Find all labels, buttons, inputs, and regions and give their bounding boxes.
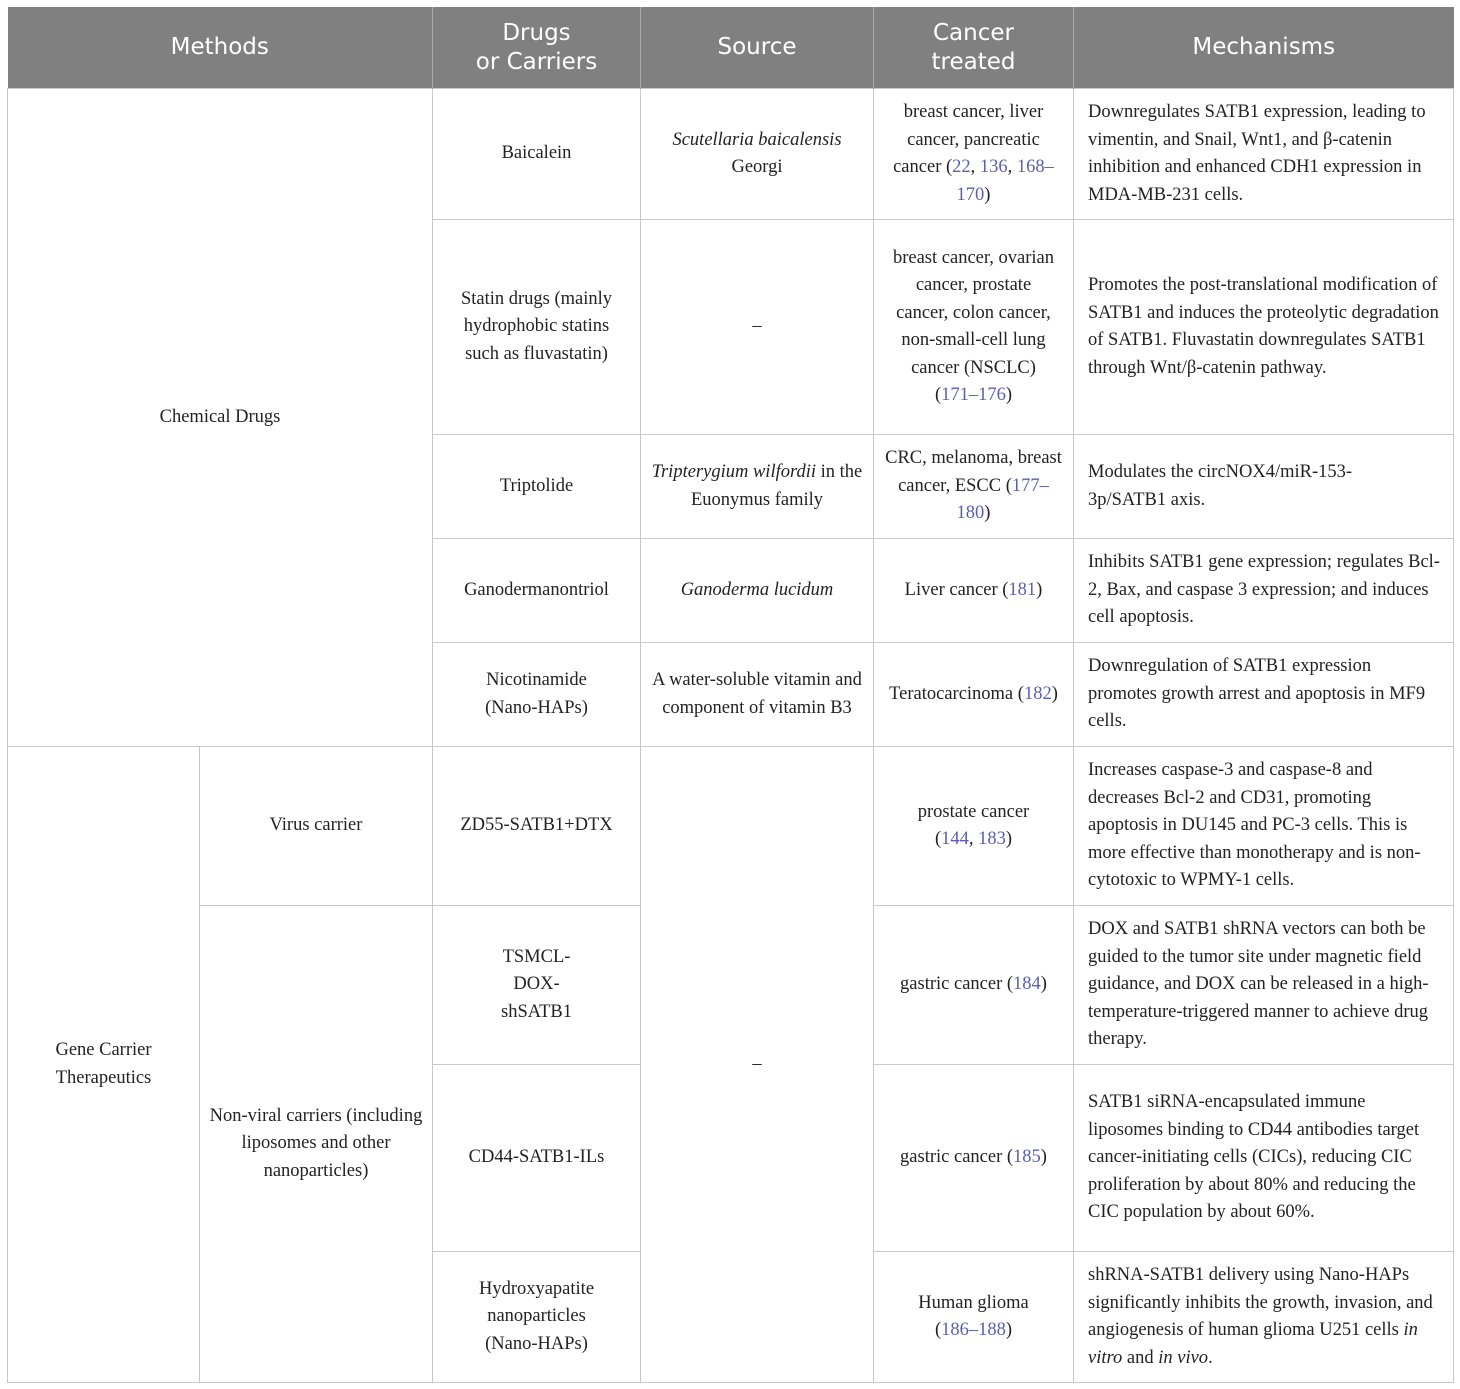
mechanism: Promotes the post-translational modification of SATB1 and induces the proteolytic degradation of SATB1. Fluvastatin downregulates SATB1 through Wnt/β-catenin pathway. [1074, 220, 1454, 435]
source-species: Tripterygium wilfordii [651, 462, 817, 482]
drug-source [641, 435, 874, 539]
method-chemical-drugs: Chemical Drugs [8, 89, 433, 747]
cancer-treated: breast cancer, liver cancer, pancreatic cancer (22, 136, 168–170) [874, 89, 1074, 220]
reference-link[interactable]: 186–188 [941, 1320, 1006, 1340]
carrier-type-non-viral: Non-viral carriers (including liposomes and other nanoparticles) [200, 906, 433, 1383]
mechanism-period: . [1208, 1347, 1213, 1368]
reference-link[interactable]: 181 [1008, 579, 1037, 600]
header-source: Source [641, 7, 874, 89]
drug-name: Baicalein [433, 89, 641, 220]
drug-source: A water-soluble vitamin and component of vitamin B3 [641, 643, 874, 747]
source-species: Scutellaria baicalensis [672, 129, 842, 150]
carrier-type-virus: Virus carrier [200, 747, 433, 906]
drug-name: Nicotinamide (Nano-HAPs) [433, 643, 641, 747]
mechanism [1074, 1252, 1454, 1383]
drug-source: Ganoderma lucidum [641, 539, 874, 643]
mechanism-conjunction: and [1122, 1347, 1159, 1368]
satb1-therapeutics-table [7, 7, 1454, 1383]
drug-source: – [641, 220, 874, 435]
reference-link[interactable]: 22 [952, 157, 971, 177]
reference-link[interactable]: 183 [978, 829, 1006, 849]
drug-name: Triptolide [433, 435, 641, 539]
header-cancer-label: Cancer treated [931, 19, 1016, 75]
cancer-text: breast cancer, liver cancer, pancreatic cancer ( [893, 102, 1044, 177]
cancer-treated: breast cancer, ovarian cancer, prostate cancer, colon cancer, non-small-cell lung cancer (NSCLC) (171–176) [874, 220, 1074, 435]
drug-name: Statin drugs (mainly hydrophobic statins such as fluvastatin) [433, 220, 641, 435]
drug-name: Ganodermanontriol [433, 539, 641, 643]
mechanism-text: shRNA-SATB1 delivery using Nano-HAPs significantly inhibits the growth, invasion, and angiogenesis of human glioma U251 cells [1088, 1265, 1433, 1340]
mechanism-in-vitro: in vitro [1088, 1320, 1418, 1368]
cancer-treated: Liver cancer (181) [874, 539, 1074, 643]
table-row [8, 89, 1454, 220]
cancer-text: Human glioma ( [918, 1292, 1029, 1340]
cancer-text: gastric cancer ( [900, 1147, 1014, 1168]
drug-name: TSMCL-DOX-shSATB1 [433, 906, 641, 1065]
cancer-text: gastric cancer ( [900, 974, 1014, 995]
cancer-treated: prostate cancer (144, 183) [874, 747, 1074, 906]
source-rest: in the Euonymus family [690, 462, 863, 510]
reference-link[interactable]: 168–170 [956, 157, 1054, 205]
cancer-text: Liver cancer ( [904, 579, 1009, 600]
cancer-treated: gastric cancer (185) [874, 1065, 1074, 1252]
drug-name: Hydroxyapatite nanoparticles (Nano-HAPs) [433, 1252, 641, 1383]
mechanism: Increases caspase-3 and caspase-8 and decreases Bcl-2 and CD31, promoting apoptosis in DU145 and PC-3 cells. This is more effective than monotherapy and is non-cytotoxic to WPMY-1 cells. [1074, 747, 1454, 906]
method-gene-carrier-therapeutics: Gene Carrier Therapeutics [8, 747, 200, 1383]
mechanism: Inhibits SATB1 gene expression; regulates Bcl-2, Bax, and caspase 3 expression; and induces cell apoptosis. [1074, 539, 1454, 643]
drug-name: CD44-SATB1-ILs [433, 1065, 641, 1252]
header-drugs [433, 7, 641, 89]
mechanism-in-vivo: in vivo [1158, 1347, 1209, 1368]
drug-source: – [641, 747, 874, 1383]
cancer-treated: gastric cancer (184) [874, 906, 1074, 1065]
cancer-treated: CRC, melanoma, breast cancer, ESCC (177–180) [874, 435, 1074, 539]
header-cancer [874, 7, 1074, 89]
header-methods: Methods [8, 7, 433, 89]
source-rest: Georgi [731, 157, 783, 177]
reference-link[interactable]: 177–180 [956, 475, 1049, 524]
cancer-text: breast cancer, ovarian cancer, prostate cancer, colon cancer, non-small-cell lung cancer (NSCLC) ( [892, 247, 1055, 405]
cancer-treated: Teratocarcinoma (182) [874, 643, 1074, 747]
reference-link[interactable]: 144 [941, 829, 969, 849]
reference-link[interactable]: 184 [1013, 974, 1041, 995]
reference-link[interactable]: 185 [1013, 1147, 1041, 1168]
header-drugs-label: Drugs or Carriers [475, 19, 598, 75]
cancer-text: Teratocarcinoma ( [889, 683, 1024, 704]
table-row [8, 747, 1454, 906]
reference-link[interactable]: 136 [979, 157, 1008, 177]
cancer-text: CRC, melanoma, breast cancer, ESCC ( [885, 448, 1062, 496]
reference-link[interactable]: 182 [1023, 683, 1052, 704]
drug-source [641, 89, 874, 220]
mechanism: DOX and SATB1 shRNA vectors can both be guided to the tumor site under magnetic field guidance, and DOX can be released in a high-temperature-triggered manner to achieve drug therapy. [1074, 906, 1454, 1065]
mechanism: Downregulation of SATB1 expression promotes growth arrest and apoptosis in MF9 cells. [1074, 643, 1454, 747]
cancer-treated: Human glioma (186–188) [874, 1252, 1074, 1383]
mechanism: Downregulates SATB1 expression, leading to vimentin, and Snail, Wnt1, and β-catenin inhibition and enhanced CDH1 expression in MDA-MB-231 cells. [1074, 89, 1454, 220]
reference-link[interactable]: 171–176 [941, 385, 1006, 405]
header-mechanisms: Mechanisms [1074, 7, 1454, 89]
cancer-text: prostate cancer ( [917, 801, 1030, 849]
header-row [8, 7, 1454, 89]
mechanism: Modulates the circNOX4/miR-153-3p/SATB1 axis. [1074, 435, 1454, 539]
drug-name: ZD55-SATB1+DTX [433, 747, 641, 906]
mechanism: SATB1 siRNA-encapsulated immune liposomes binding to CD44 antibodies target cancer-initiating cells (CICs), reducing CIC proliferation by about 80% and reducing the CIC population by about 60%. [1074, 1065, 1454, 1252]
